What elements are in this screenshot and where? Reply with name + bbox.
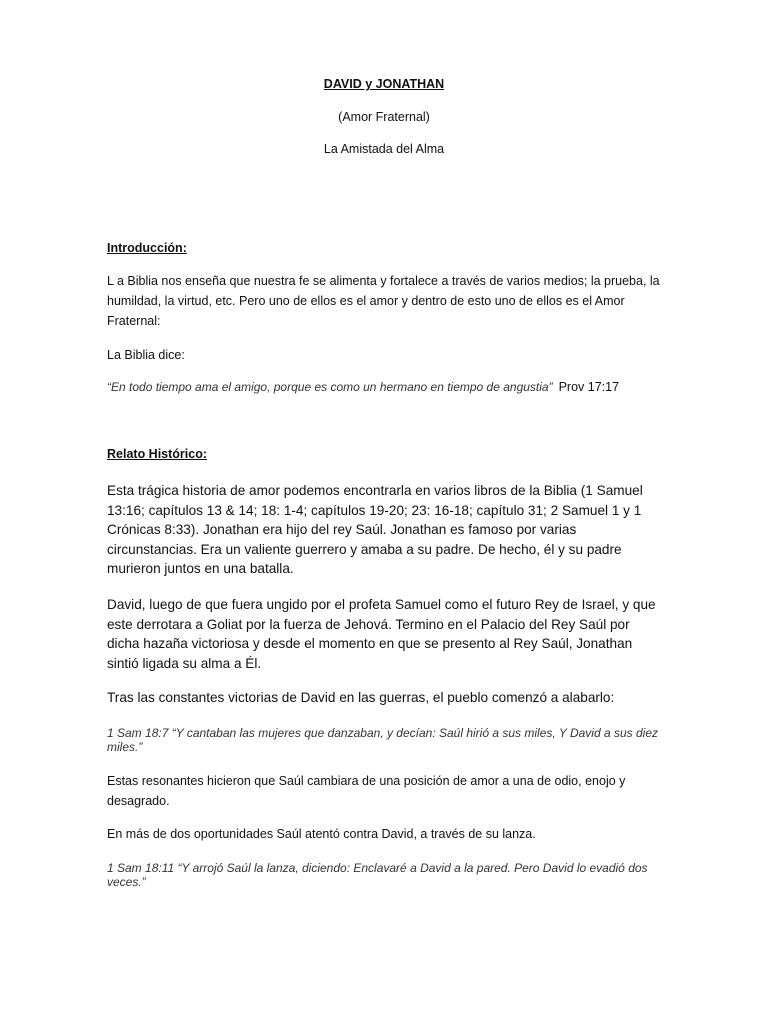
page-title: DAVID y JONATHAN [323,77,445,91]
history-quote-1: 1 Sam 18:7 “Y cantaban las mujeres que danzaban, y decían: Saúl hirió a sus miles, Y David a sus diez miles.” [107,726,658,754]
history-paragraph-4: Estas resonantes hicieron que Saúl cambiara de una posición de amor a una de odio, enojo y desagrado. [107,774,626,808]
intro-paragraph: L a Biblia nos enseña que nuestra fe se alimenta y fortalece a través de varios medios; la prueba, la humildad, la virtud, etc. Pero uno de ellos es el amor y dentro de esto uno de ellos es el Amor Fraternal: [107,274,660,328]
intro-heading: Introducción: [107,241,187,255]
subtitle-amistad: La Amistada del Alma [323,142,445,156]
history-quote-2: 1 Sam 18:11 “Y arrojó Saúl la lanza, diciendo: Enclavaré a David a la pared. Pero David lo evadió dos veces.” [107,861,648,889]
history-paragraph-1: Esta trágica historia de amor podemos encontrarla en varios libros de la Biblia (1 Samuel 13:16; capítulos 13 & 14; 18: 1-4; capítulos 19-20; 23: 16-18; capítulo 31; 2 Samuel 1 y 1 Crónicas 8:33). Jonathan era hijo del rey Saúl. Jonathan es famoso por varias circunstancias. Era un valiente guerrero y amaba a su padre. De hecho, él y su padre murieron juntos en una batalla. [107,483,643,576]
history-paragraph-3: Tras las constantes victorias de David en las guerras, el pueblo comenzó a alabarlo: [107,690,615,705]
subtitle-amor-fraternal: (Amor Fraternal) [338,110,430,124]
history-paragraph-5: En más de dos oportunidades Saúl atentó contra David, a través de su lanza. [107,827,536,841]
history-heading: Relato Histórico: [107,447,208,461]
intro-quote-reference: Prov 17:17 [558,380,620,394]
intro-quote: “En todo tiempo ama el amigo, porque es como un hermano en tiempo de angustia” [107,380,553,394]
history-paragraph-2: David, luego de que fuera ungido por el profeta Samuel como el futuro Rey de Israel, y que este derrotara a Goliat por la fuerza de Jehová. Termino en el Palacio del Rey Saúl por dicha hazaña victoriosa y desde el momento en que se presento al Rey Saúl, Jonathan sintió ligada su alma a Él. [107,597,656,671]
bible-says-label: La Biblia dice: [107,348,185,362]
intro-quote-line [107,377,663,397]
